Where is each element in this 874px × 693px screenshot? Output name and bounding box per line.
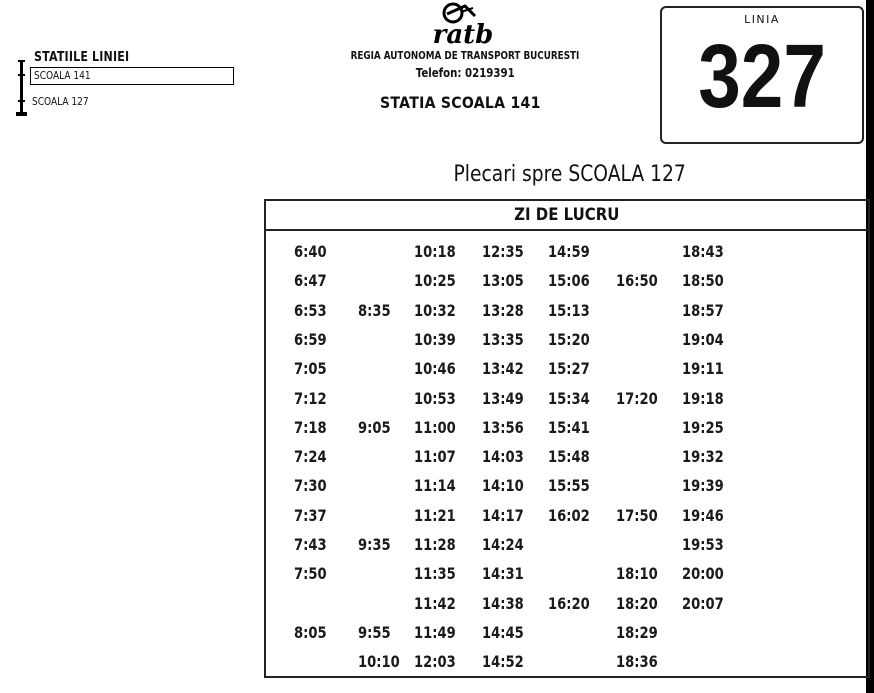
departure-time [548, 301, 599, 321]
departure-time [414, 301, 465, 321]
departure-time-text: 13:05 [482, 271, 524, 291]
departure-time [682, 506, 733, 526]
departure-time [548, 242, 599, 262]
departure-time-text: 9:55 [358, 622, 391, 642]
departure-time-text: 7:43 [294, 535, 327, 554]
departure-time-text: 8:35 [358, 300, 391, 320]
logo-text: ratb [432, 20, 494, 46]
departure-time [482, 389, 533, 409]
departure-time [414, 418, 465, 438]
departure-time [548, 447, 599, 467]
departure-time [616, 623, 667, 643]
departure-time-text: 15:55 [548, 476, 590, 496]
current-station-label: SCOALA 141 [34, 69, 91, 82]
departure-time-text: 16:20 [548, 593, 590, 613]
departure-time-text: 15:48 [548, 447, 590, 467]
departure-time [414, 535, 465, 555]
day-type-label: ZI DE LUCRU [514, 205, 620, 225]
departure-time [482, 594, 533, 614]
departure-time-text: 16:02 [548, 505, 590, 525]
departure-time [414, 623, 465, 643]
departure-time [482, 535, 533, 555]
departure-time [482, 271, 533, 291]
stations-title: STATIILE LINIEI [34, 50, 130, 65]
departure-time-text: 18:10 [616, 564, 658, 584]
departure-time-text: 10:18 [414, 242, 456, 261]
departure-time-text: 14:10 [482, 476, 524, 496]
departure-time [548, 389, 599, 409]
departure-time-text: 10:39 [414, 329, 456, 349]
departure-time [548, 476, 599, 496]
departures-title-text: Plecari spre SCOALA 127 [453, 162, 687, 187]
departure-time [548, 418, 599, 438]
departure-time-text: 11:00 [414, 417, 456, 437]
departure-time [294, 564, 334, 584]
departure-time-text: 10:46 [414, 359, 456, 379]
departure-time [358, 418, 398, 438]
departure-time-text: 7:30 [294, 476, 327, 496]
departure-time [294, 447, 334, 467]
departure-time-text: 15:06 [548, 271, 590, 291]
departure-time [682, 330, 733, 350]
departure-time-text: 13:49 [482, 388, 524, 408]
departure-time-text: 14:59 [548, 242, 590, 261]
departure-time-text: 14:52 [482, 652, 524, 672]
company-name-text: REGIA AUTONOMA DE TRANSPORT BUCURESTI [350, 49, 580, 62]
departure-time [548, 506, 599, 526]
departure-time-text: 19:04 [682, 329, 724, 349]
departure-time [414, 359, 465, 379]
departure-time [682, 418, 733, 438]
departure-time [682, 389, 733, 409]
departure-time-text: 7:24 [294, 447, 327, 467]
departure-time-text: 14:38 [482, 593, 524, 613]
departure-time-text: 18:36 [616, 652, 658, 672]
departure-time [548, 359, 599, 379]
phone-number [330, 66, 600, 80]
departure-time [616, 564, 667, 584]
departure-time [482, 476, 533, 496]
pole-tick-next [18, 100, 25, 102]
departure-time-text: 19:53 [682, 535, 724, 554]
departure-time [294, 389, 334, 409]
departure-time-text: 10:53 [414, 388, 456, 408]
departure-time [294, 418, 334, 438]
departure-time-text: 9:05 [358, 417, 391, 437]
departure-time [294, 535, 334, 555]
departure-time [548, 594, 599, 614]
departure-time-text: 17:50 [616, 505, 658, 525]
departure-time [414, 476, 465, 496]
station-title-text: STATIA SCOALA 141 [379, 93, 541, 112]
departure-time-text: 13:35 [482, 329, 524, 349]
departure-time-text: 6:53 [294, 300, 327, 320]
departure-time [414, 594, 465, 614]
departure-time-text: 15:20 [548, 329, 590, 349]
departure-time [414, 271, 465, 291]
departure-time-text: 19:39 [682, 476, 724, 496]
line-label: LINIA [744, 13, 780, 26]
current-station [30, 67, 234, 85]
departure-time [358, 623, 398, 643]
departure-time [482, 447, 533, 467]
departure-time [548, 271, 599, 291]
next-station-label: SCOALA 127 [32, 95, 89, 108]
departure-time-text: 20:00 [682, 564, 724, 584]
departure-time-text: 18:20 [616, 593, 658, 613]
departure-time-text: 19:25 [682, 417, 724, 437]
departure-time [294, 301, 334, 321]
departure-time [616, 506, 667, 526]
departure-time-text: 13:56 [482, 417, 524, 437]
departure-time [682, 271, 733, 291]
departure-time [294, 242, 334, 262]
departure-time-text: 16:50 [616, 271, 658, 291]
departure-time-text: 19:46 [682, 505, 724, 525]
departure-time-text: 17:20 [616, 388, 658, 408]
pole-tick-current [18, 74, 25, 76]
departure-time [682, 476, 733, 496]
departure-time-text: 14:17 [482, 505, 524, 525]
departure-time [294, 476, 334, 496]
departure-time-text: 8:05 [294, 622, 327, 642]
departure-time-text: 11:14 [414, 476, 456, 496]
departure-time-text: 18:50 [682, 271, 724, 291]
departure-time-text: 15:27 [548, 359, 590, 379]
departure-time-text: 14:31 [482, 564, 524, 584]
departure-time-text: 6:59 [294, 329, 327, 349]
departure-time [358, 301, 398, 321]
departure-time [294, 271, 334, 291]
departure-time [414, 564, 465, 584]
departure-time [616, 389, 667, 409]
line-number-text: 327 [698, 27, 826, 127]
departure-time [358, 652, 409, 672]
departure-time-text: 14:45 [482, 622, 524, 642]
phone-number-text: Telefon: 0219391 [415, 66, 515, 80]
departure-time-text: 18:43 [682, 242, 724, 261]
departure-time-text: 18:57 [682, 300, 724, 320]
departure-time [682, 447, 733, 467]
station-title [320, 93, 600, 112]
departure-time-text: 12:35 [482, 242, 524, 261]
departure-time-text: 6:40 [294, 242, 327, 261]
pole-tick-top [18, 60, 25, 62]
departure-time-text: 7:37 [294, 505, 327, 525]
departure-time [482, 623, 533, 643]
departure-time-text: 7:05 [294, 359, 327, 379]
line-box [660, 6, 864, 144]
departure-time [482, 242, 533, 262]
departure-time-text: 11:35 [414, 564, 456, 584]
departure-time-text: 13:28 [482, 300, 524, 320]
departure-time [294, 359, 334, 379]
departure-time-text: 13:42 [482, 359, 524, 379]
ratb-logo [425, 2, 505, 46]
departure-time-text: 11:42 [414, 593, 456, 613]
departure-time [482, 564, 533, 584]
timetable-header [266, 201, 868, 231]
departure-time [682, 301, 733, 321]
departure-time-text: 14:03 [482, 447, 524, 467]
departure-time [482, 506, 533, 526]
departure-time [414, 330, 465, 350]
departure-time [294, 330, 334, 350]
departure-time-text: 6:47 [294, 271, 327, 291]
departure-time-text: 11:49 [414, 622, 456, 642]
line-number [662, 22, 862, 132]
departure-time [294, 506, 334, 526]
departure-time [414, 652, 465, 672]
stop-pole-icon [20, 60, 23, 114]
departure-time-text: 10:10 [358, 652, 400, 672]
departure-time-text: 14:24 [482, 535, 524, 554]
departure-time [682, 242, 733, 262]
departure-time-text: 15:41 [548, 417, 590, 437]
departure-time-text: 12:03 [414, 652, 456, 672]
departure-time [616, 594, 667, 614]
next-station [32, 95, 101, 108]
departure-time [482, 330, 533, 350]
departure-time [482, 301, 533, 321]
departure-time-text: 7:50 [294, 564, 327, 584]
departures-title [400, 162, 740, 187]
departure-time [482, 418, 533, 438]
departure-time-text: 15:13 [548, 300, 590, 320]
departure-time [616, 652, 667, 672]
departure-time [682, 564, 733, 584]
departure-time [548, 330, 599, 350]
departure-time [482, 652, 533, 672]
departure-time [414, 389, 465, 409]
departure-time-text: 10:32 [414, 300, 456, 320]
departure-time-text: 19:11 [682, 359, 724, 379]
departure-time [414, 242, 465, 262]
departure-time-text: 19:18 [682, 388, 724, 408]
stop-pole-base [16, 112, 27, 116]
departure-time [682, 535, 733, 555]
departure-time [482, 359, 533, 379]
departure-time [682, 594, 733, 614]
departure-time [294, 623, 334, 643]
departure-time [358, 535, 398, 555]
departure-time-text: 11:07 [414, 447, 456, 467]
departure-time-text: 19:32 [682, 447, 724, 467]
departure-time-text: 20:07 [682, 593, 724, 613]
departure-time-text: 18:29 [616, 622, 658, 642]
departure-time-text: 10:25 [414, 271, 456, 291]
departure-time [682, 359, 733, 379]
timetable [264, 199, 870, 678]
departure-time-text: 11:28 [414, 535, 456, 554]
departure-time [616, 271, 667, 291]
departure-time [414, 447, 465, 467]
departure-time-text: 7:12 [294, 388, 327, 408]
departure-time-text: 7:18 [294, 417, 327, 437]
departure-time [414, 506, 465, 526]
departure-time-text: 11:21 [414, 505, 456, 525]
departure-time-text: 15:34 [548, 388, 590, 408]
company-name [300, 49, 630, 62]
departure-time-text: 9:35 [358, 535, 391, 554]
